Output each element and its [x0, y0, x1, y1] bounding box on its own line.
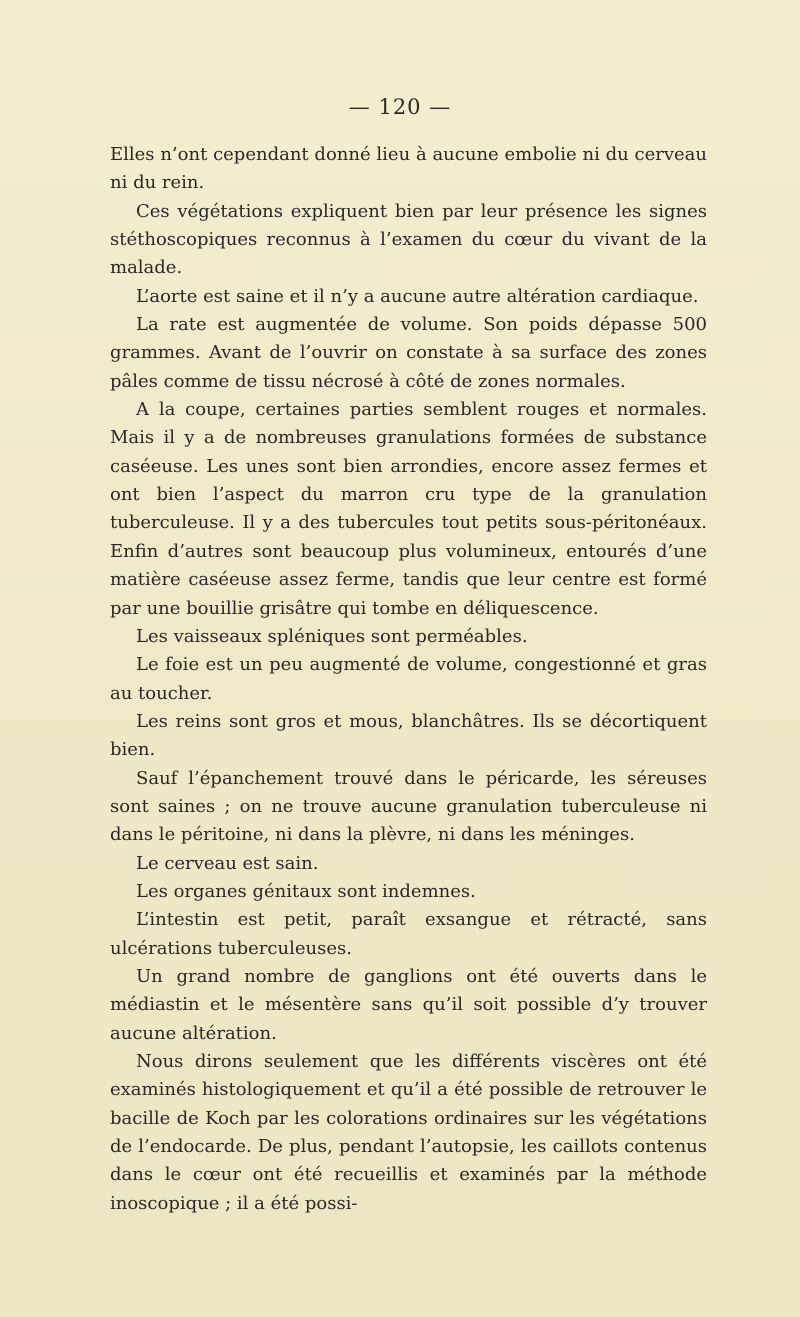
- page-number: — 120 —: [348, 95, 452, 119]
- paragraph: Les vaisseaux spléniques sont perméables.: [136, 625, 528, 647]
- paragraph: La rate est augmentée de volume. Son poids dépasse 500 grammes. Avant de l’ouvrir on constate à sa surface des zones pâles comme de tissu nécrosé à côté de zones normales.: [110, 314, 707, 392]
- paragraph: Le cerveau est sain.: [136, 852, 319, 874]
- paragraph: L’aorte est saine et il n’y a aucune autre altération cardiaque.: [136, 285, 699, 307]
- paragraph: Sauf l’épanchement trouvé dans le péricarde, les séreuses sont saines ; on ne trouve aucune granulation tuberculeuse ni dans le péritoine, ni dans la plèvre, ni dans les méninges.: [110, 767, 707, 846]
- paragraph: Nous dirons seulement que les différents viscères ont été examinés histologiquement et qu’il a été possible de retrouver le bacille de Koch par les colorations ordinaires sur les végétations de l’endocarde. De plus, pendant l’autopsie, les caillots contenus dans le cœur ont été recueillis et examinés par la méthode inoscopique ; il a été possi-: [110, 1051, 707, 1214]
- body-text: [110, 141, 707, 1218]
- paragraph: Ces végétations expliquent bien par leur présence les signes stéthoscopiques reconnus à l’examen du cœur du vivant de la malade.: [110, 200, 707, 279]
- paragraph: Les reins sont gros et mous, blanchâtres. Ils se décortiquent bien.: [110, 710, 707, 761]
- paragraph: Les organes génitaux sont indemnes.: [136, 880, 476, 902]
- paragraph: L’intestin est petit, paraît exsangue et rétracté, sans ulcérations tuberculeuses.: [110, 909, 707, 959]
- paragraph: Un grand nombre de ganglions ont été ouverts dans le médiastin et le mésentère sans qu’il soit possible d’y trouver aucune altération.: [110, 965, 707, 1044]
- paragraph: Elles n’ont cependant donné lieu à aucune embolie ni du cerveau ni du rein.: [110, 144, 707, 194]
- paragraph: A la coupe, certaines parties semblent rouges et normales. Mais il y a de nombreuses granulations formées de substance caséeuse. Les unes sont bien arrondies, encore assez fermes et ont bien l’aspect du marron cru type de la granulation tuberculeuse. Il y a des tubercules tout petits sous-péritonéaux. Enfin d’autres sont beaucoup plus volumineux, entourés d’une matière caséeuse assez ferme, tandis que leur centre est formé par une bouillie grisâtre qui tombe en déliquescence.: [110, 399, 707, 619]
- paragraph: Le foie est un peu augmenté de volume, congestionné et gras au toucher.: [110, 654, 707, 704]
